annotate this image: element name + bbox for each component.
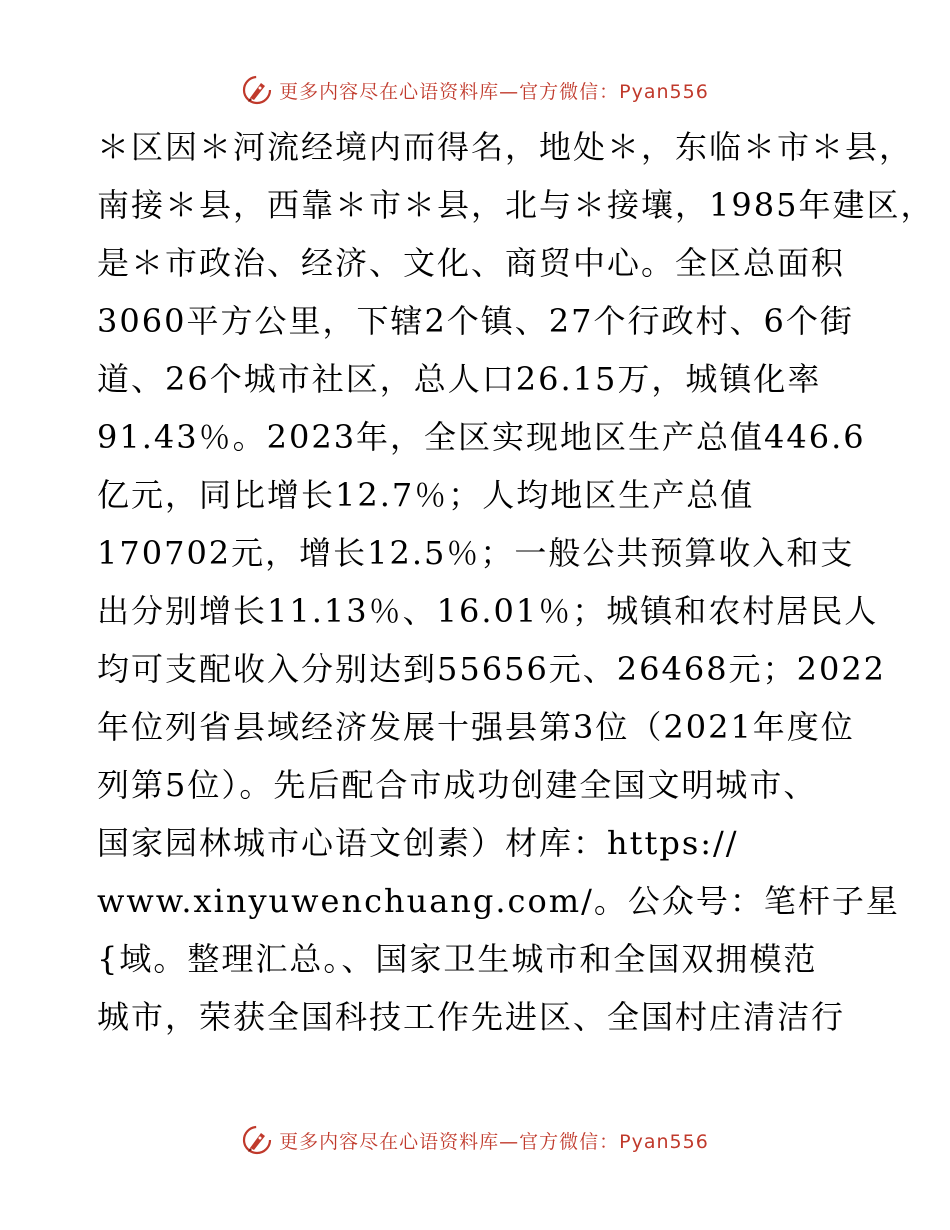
paragraph-line: ＊区因＊河流经境内而得名，地处＊，东临＊市＊县， — [97, 128, 914, 166]
paragraph-line: 南接＊县，西靠＊市＊县，北与＊接壤，1985年建区， — [97, 186, 935, 224]
header-banner-text: 更多内容尽在心语资料库—官方微信：Pyan556 — [279, 80, 709, 103]
paragraph-line: 170702元，增长12.5％；一般公共预算收入和支 — [97, 534, 855, 572]
paragraph-line: 均可支配收入分别达到55656元、26468元；2022 — [97, 650, 887, 688]
paragraph-line: 3060平方公里，下辖2个镇、27个行政村、6个街 — [97, 302, 854, 340]
footer-banner-text: 更多内容尽在心语资料库—官方微信：Pyan556 — [279, 1130, 709, 1153]
paragraph-line: 国家园林城市心语文创素）材库：https:// — [97, 824, 739, 862]
paragraph-line: 列第5位）。先后配合市成功创建全国文明城市、 — [97, 766, 818, 804]
paragraph-line: {域。整理汇总。、国家卫生城市和全国双拥模范 — [97, 940, 818, 978]
header-banner — [0, 72, 950, 108]
paragraph-line: 91.43％。2023年，全区实现地区生产总值446.6 — [97, 418, 866, 456]
paragraph-line: www.xinyuwenchuang.com/。公众号：笔杆子星 — [97, 882, 900, 920]
paragraph-line: 是＊市政治、经济、文化、商贸中心。全区总面积 — [97, 244, 846, 282]
footer-banner — [0, 1122, 950, 1158]
paragraph-line: 亿元，同比增长12.7％；人均地区生产总值 — [97, 476, 755, 514]
paragraph-line: 道、26个城市社区，总人口26.15万，城镇化率 — [97, 360, 822, 398]
document-body — [97, 118, 935, 1046]
paragraph-line: 年位列省县域经济发展十强县第3位（2021年度位 — [97, 708, 855, 746]
paragraph-line: 出分别增长11.13％、16.01％；城镇和农村居民人 — [97, 592, 879, 630]
pen-nib-logo-icon — [241, 1124, 273, 1156]
paragraph-line: 城市，荣获全国科技工作先进区、全国村庄清洁行 — [97, 998, 846, 1036]
pen-nib-logo-icon — [241, 74, 273, 106]
